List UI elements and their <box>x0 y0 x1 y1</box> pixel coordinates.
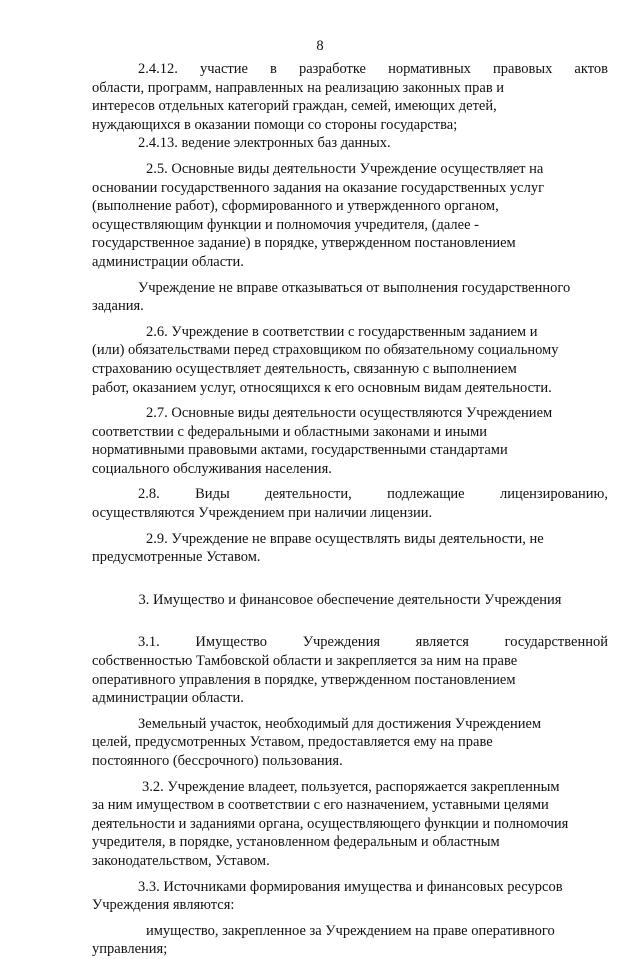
clause-2-4-12-line-1 <box>92 60 608 79</box>
text-line: законодательством, Уставом. <box>92 852 270 869</box>
text-word: деятельности, <box>265 486 352 503</box>
document-body <box>92 60 608 959</box>
text-line: постоянного (бессрочного) пользования. <box>92 753 343 769</box>
text-line: задания. <box>92 298 144 315</box>
text-line: оперативного управления в порядке, утвержденном постановлением <box>92 671 516 688</box>
text-word: является <box>415 634 469 651</box>
text-word: актов <box>574 61 608 77</box>
text-line: администрации области. <box>92 690 244 707</box>
text-word: 3.1. <box>138 634 160 651</box>
text-word: 2.8. <box>138 486 160 503</box>
paragraph-land-plot: Земельный участок, необходимый для достижения Учреждением <box>138 715 542 732</box>
text-word: правовых <box>493 61 553 77</box>
text-word: Имущество <box>195 634 268 651</box>
text-line: нормативными правовыми актами, государственными стандартами <box>92 442 508 459</box>
clause-3-3: 3.3. Источниками формирования имущества и финансовых ресурсов <box>138 878 563 895</box>
clause-2-9: 2.9. Учреждение не вправе осуществлять виды деятельности, не <box>146 530 544 547</box>
text-line: администрации области. <box>92 253 244 270</box>
text-word: участие <box>199 61 248 77</box>
text-line: социального обслуживания населения. <box>92 460 332 477</box>
text-word: лицензированию, <box>499 486 608 503</box>
text-word: в <box>270 61 277 77</box>
section-heading: 3. Имущество и финансовое обеспечение деятельности Учреждения <box>138 591 562 608</box>
text-line: Учреждения являются: <box>92 897 235 914</box>
clause-2-5: 2.5. Основные виды деятельности Учреждение осуществляет на <box>146 160 544 177</box>
text-word: нормативных <box>388 61 471 77</box>
clause-3-2: 3.2. Учреждение владеет, пользуется, распоряжается закрепленным <box>142 778 560 795</box>
text-line: осуществляются Учреждением при наличии лицензии. <box>92 505 433 522</box>
page-number: 8 <box>316 38 324 54</box>
text-word: государственной <box>504 634 608 651</box>
text-word: Учреждения <box>302 634 380 651</box>
text-line: (выполнение работ), сформированного и утвержденного органом, <box>92 198 499 215</box>
text-line: собственностью Тамбовской области и закрепляется за ним на праве <box>92 653 518 670</box>
text-word: Виды <box>195 486 230 503</box>
text-line: учредителя, в порядке, установленном федеральным и областным <box>92 834 500 851</box>
text-line: осуществляющим функции и полномочия учредителя, (далее - <box>92 216 479 233</box>
clause-2-4-13: 2.4.13. ведение электронных баз данных. <box>138 135 391 152</box>
text-word: подлежащие <box>387 486 465 503</box>
clause-3-1-line-1 <box>92 633 608 652</box>
text-line: предусмотренные Уставом. <box>92 549 261 566</box>
text-line: управления; <box>92 941 168 958</box>
clause-2-7: 2.7. Основные виды деятельности осуществляются Учреждением <box>146 405 553 422</box>
text-word: 2.4.12. <box>138 61 178 77</box>
text-line: работ, оказанием услуг, относящихся к его основным видам деятельности. <box>92 379 552 396</box>
text-line: интересов отдельных категорий граждан, семей, имеющих детей, <box>92 98 497 115</box>
text-line: целей, предусмотренных Уставом, предоставляется ему на праве <box>92 734 493 751</box>
text-line: деятельности и заданиями органа, осуществляющего функции и полномочия <box>92 815 569 832</box>
text-line: основании государственного задания на оказание государственных услуг <box>92 179 545 196</box>
list-item-property: имущество, закрепленное за Учреждением на праве оперативного <box>146 922 555 939</box>
text-line: (или) обязательствами перед страховщиком по обязательному социальному <box>92 342 559 359</box>
clause-2-8-line-1 <box>92 485 608 504</box>
clause-2-6: 2.6. Учреждение в соответствии с государственным заданием и <box>146 323 538 340</box>
text-line: государственное задание) в порядке, утвержденном постановлением <box>92 235 516 252</box>
text-line: области, программ, направленных на реализацию законных прав и <box>92 79 505 96</box>
paragraph-no-refusal: Учреждение не вправе отказываться от выполнения государственного <box>138 279 571 296</box>
text-word: разработке <box>298 61 366 77</box>
text-line: страхованию осуществляет деятельность, связанную с выполнением <box>92 360 517 377</box>
text-line: соответствии с федеральными и областными законами и иными <box>92 423 488 440</box>
text-line: за ним имуществом в соответствии с его назначением, уставными целями <box>92 797 549 814</box>
text-line: нуждающихся в оказании помощи со стороны государства; <box>92 116 458 133</box>
